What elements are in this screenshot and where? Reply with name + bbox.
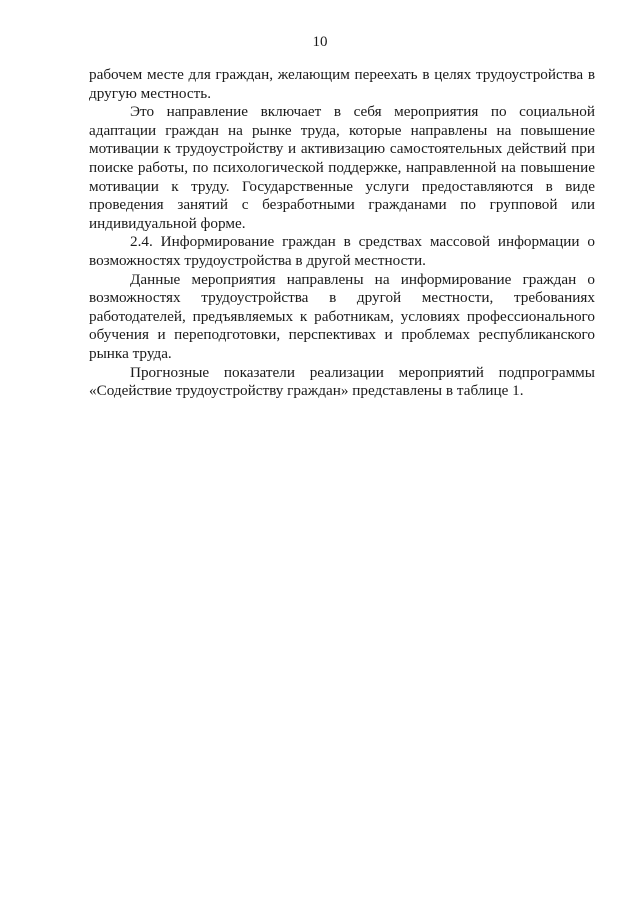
paragraph-social-adaptation: Это направление включает в себя мероприятия по социальной адаптации граждан на рынке труда, которые направлены на повышение мотивации к трудоустройству и активизацию самостоятельных действий при поиске работы, по психологической поддержке, направленной на повышение мотивации к труду. Государственные услуги предоставляются в виде проведения занятий с безработными гражданами по групповой или индивидуальной форме. (89, 103, 595, 232)
paragraph-continuation: рабочем месте для граждан, желающим переехать в целях трудоустройства в другую местность. (89, 66, 595, 102)
paragraph-section-2-4: 2.4. Информирование граждан в средствах массовой информации о возможностях трудоустройства в другой местности. (89, 233, 595, 269)
page-number: 10 (312, 34, 328, 50)
document-body (89, 66, 595, 401)
paragraph-forecast-indicators: Прогнозные показатели реализации мероприятий подпрограммы «Содействие трудоустройству граждан» представлены в таблице 1. (89, 363, 595, 400)
paragraph-information-measures: Данные мероприятия направлены на информирование граждан о возможностях трудоустройства в другой местности, требованиях работодателей, предъявляемых к работникам, условиях профессионального обучения и переподготовки, перспективах и проблемах республиканского рынка труда. (89, 270, 595, 362)
